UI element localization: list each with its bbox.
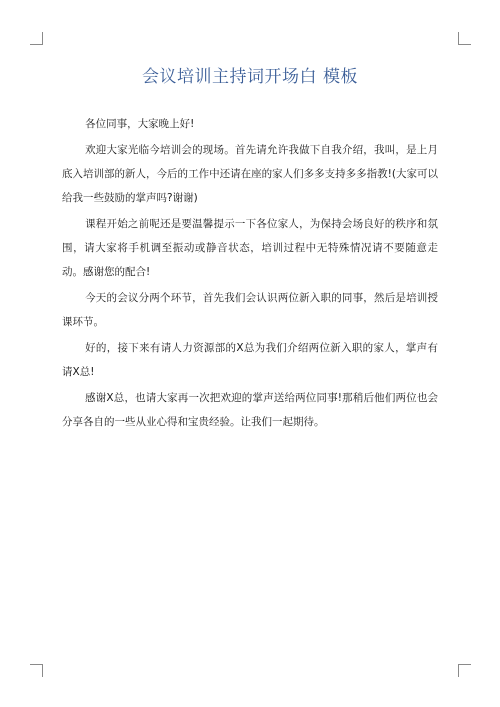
paragraph-reminder: 课程开始之前呢还是要温馨提示一下各位家人，为保持会场良好的秩序和氛围，请大家将手机调至振动或静音状态，培训过程中无特殊情况请不要随意走动。感谢您的配合!	[62, 218, 438, 278]
paragraph-introduction: 好的，接下来有请人力资源部的X总为我们介绍两位新入职的家人，掌声有请X总!	[62, 342, 438, 378]
paragraph-agenda: 今天的会议分两个环节，首先我们会认识两位新入职的同事，然后是培训授课环节。	[62, 292, 438, 328]
paragraph-greeting: 各位同事，大家晚上好!	[85, 118, 195, 130]
crop-mark-top-right	[458, 32, 471, 45]
crop-mark-bottom-left	[30, 664, 43, 677]
document-body	[62, 112, 438, 436]
paragraph-welcome: 欢迎大家光临今培训会的现场。首先请允许我做下自我介绍，我叫，是上月底入培训部的新人，今后的工作中还请在座的家人们多多支持多多指教!(大家可以给我一些鼓励的掌声吗?谢谢)	[62, 144, 438, 204]
document-title: 会议培训主持词开场白 模板	[142, 67, 358, 87]
crop-mark-top-left	[30, 32, 43, 45]
crop-mark-bottom-right	[458, 664, 471, 677]
paragraph-closing: 感谢X总，也请大家再一次把欢迎的掌声送给两位同事!那稍后他们两位也会分享各自的一些从业心得和宝贵经验。让我们一起期待。	[62, 392, 438, 428]
